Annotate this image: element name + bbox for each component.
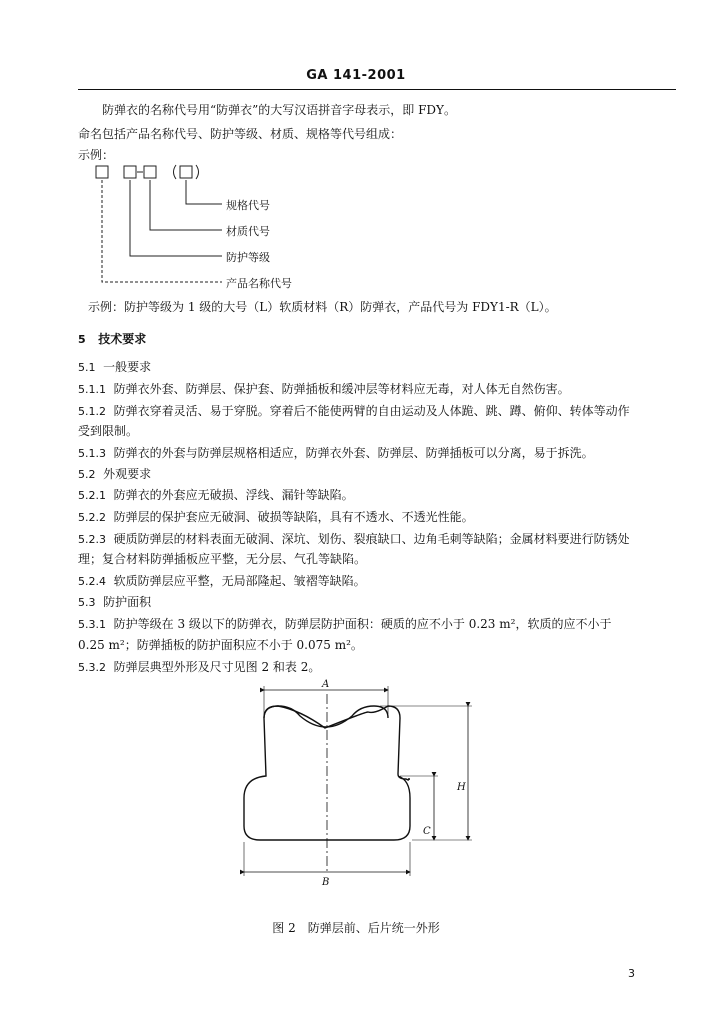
section-5-2: 5.2 外观要求 (78, 467, 152, 481)
section-5-2-1: 5.2.1 防弹衣的外套应无破损、浮线、漏针等缺陷。 (78, 488, 354, 502)
dim-label-h: H (457, 782, 466, 793)
section-5-1-3: 5.1.3 防弹衣的外套与防弹层规格相适应，防弹衣外套、防弹层、防弹插板可以分离，易于拆洗。 (78, 446, 594, 460)
intro-line-2: 命名包括产品名称代号、防护等级、材质、规格等代号组成： (78, 127, 403, 141)
example-sentence: 示例：防护等级为 1 级的大号（L）软质材料（R）防弹衣，产品代号为 FDY1-R（L）。 (88, 300, 557, 314)
dim-label-b: B (322, 877, 330, 888)
section-5-1: 5.1 一般要求 (78, 360, 152, 374)
section-5-3-2: 5.3.2 防弹层典型外形及尺寸见图 2 和表 2。 (78, 660, 321, 674)
section-5-2-2: 5.2.2 防弹层的保护套应无破洞、破损等缺陷，具有不透水、不透光性能。 (78, 510, 474, 524)
page-header-code: GA 141-2001 (306, 68, 406, 83)
section-5-3-1: 5.3.1 防护等级在 3 级以下的防弹衣，防弹层防护面积：硬质的应不小于 0.23 m²，软质的应不小于 (78, 617, 612, 631)
section-5-2-4: 5.2.4 软质防弹层应平整，无局部隆起、皱褶等缺陷。 (78, 574, 366, 588)
section-5-1-1: 5.1.1 防弹衣外套、防弹层、保护套、防弹插板和缓冲层等材料应无毒，对人体无自然伤害。 (78, 382, 570, 396)
code-label-size: 规格代号 (226, 199, 270, 212)
code-label-product: 产品名称代号 (226, 277, 292, 290)
intro-line-1: 防弹衣的名称代号用“防弹衣”的大写汉语拼音字母表示，即 FDY。 (102, 103, 456, 117)
header-rule (78, 89, 676, 90)
code-box-product (96, 166, 108, 178)
intro-example-label: 示例： (78, 148, 115, 162)
code-box-size (180, 166, 192, 178)
section-5-1-2: 5.1.2 防弹衣穿着灵活、易于穿脱。穿着后不能使两臂的自由运动及人体跪、跳、蹲、俯仰、转体等动作 (78, 404, 630, 418)
section-5: 5 技术要求 (78, 332, 147, 346)
page-number: 3 (628, 967, 635, 980)
code-label-grade: 防护等级 (226, 251, 270, 264)
code-label-material: 材质代号 (226, 225, 270, 238)
dim-label-c: C (423, 826, 431, 837)
section-5-2-3-cont: 理；复合材料防弹插板应平整，无分层、气孔等缺陷。 (78, 552, 367, 566)
figure-2 (230, 676, 490, 906)
figure-caption: 图 2 防弹层前、后片统一外形 (272, 921, 440, 935)
figure-2-svg (230, 676, 490, 906)
section-5-3: 5.3 防护面积 (78, 595, 152, 609)
section-5-3-1-cont: 0.25 m²；防弹插板的防护面积应不小于 0.075 m²。 (78, 638, 363, 652)
code-box-material (144, 166, 156, 178)
dim-label-a: A (322, 679, 330, 690)
code-box-grade (124, 166, 136, 178)
section-5-1-2-cont: 受到限制。 (78, 424, 139, 438)
section-5-2-3: 5.2.3 硬质防弹层的材料表面无破洞、深坑、划伤、裂痕缺口、边角毛刺等缺陷；金属材料要进行防锈处 (78, 532, 630, 546)
